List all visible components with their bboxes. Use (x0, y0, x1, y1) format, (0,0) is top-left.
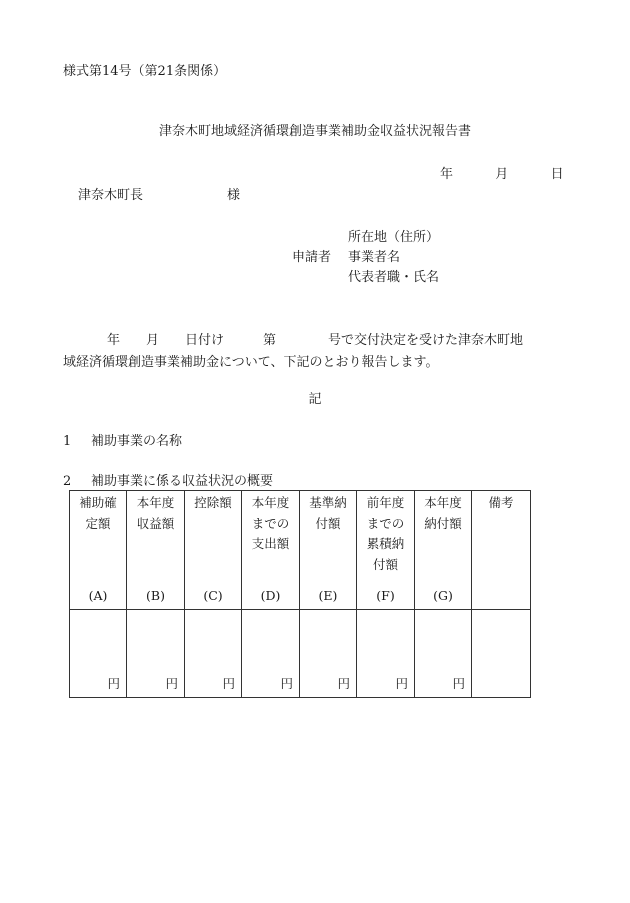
table-value-cell[interactable] (127, 610, 185, 698)
body-line-2: 域経済循環創造事業補助金について、下記のとおり報告します。 (63, 355, 439, 370)
form-number: 様式第14号（第21条関係） (63, 64, 227, 79)
column-header-line: 付額 (315, 515, 341, 531)
column-letter: (F) (376, 587, 395, 603)
unit-yen-label: 円 (452, 675, 465, 691)
table-value-cell[interactable] (415, 610, 472, 698)
table-value-cell[interactable] (357, 610, 415, 698)
unit-yen-label: 円 (395, 675, 408, 691)
column-header-line: 前年度 (366, 495, 405, 510)
unit-yen-label: 円 (222, 675, 235, 691)
table-header-cell (70, 491, 127, 610)
table-header-cell (415, 491, 472, 610)
column-header-line: 累積納 (366, 536, 405, 551)
column-header-line: 控除額 (194, 495, 232, 510)
date-year: 年 (440, 167, 454, 182)
section-1 (63, 434, 182, 450)
date-month: 月 (495, 167, 509, 182)
column-header-line: 付額 (372, 556, 398, 572)
applicant-business-name: 事業者名 (348, 250, 401, 265)
column-header-line: 基準納 (309, 495, 347, 510)
table-header-cell (242, 491, 300, 610)
recipient-honorific: 様 (227, 188, 241, 203)
ki-heading: 記 (308, 392, 322, 407)
date-line (440, 167, 564, 183)
column-header-line: 本年度 (424, 495, 462, 510)
column-letter: (E) (318, 587, 338, 603)
column-header-line: 本年度 (251, 495, 290, 510)
column-header-line: までの (366, 515, 405, 531)
column-header-line: 支出額 (251, 536, 290, 551)
column-header-label (185, 491, 241, 514)
column-letter: (B) (146, 587, 165, 603)
unit-yen-label: 円 (165, 675, 178, 691)
column-header-line: 収益額 (136, 515, 175, 531)
column-header-label (472, 491, 530, 514)
applicant-representative: 代表者職・氏名 (348, 270, 440, 285)
recipient-name: 津奈木町長 (78, 188, 144, 203)
section-2-number: 2 (63, 474, 72, 489)
column-header-label (70, 491, 126, 534)
applicant-address: 所在地（住所） (348, 230, 440, 245)
table-value-cell[interactable] (185, 610, 242, 698)
date-day: 日 (550, 167, 564, 182)
table-header-cell (300, 491, 357, 610)
table-header-cell (185, 491, 242, 610)
column-header-line: 本年度 (136, 495, 175, 510)
column-header-label (300, 491, 356, 534)
table-value-cell[interactable] (300, 610, 357, 698)
column-header-label (127, 491, 184, 534)
table-value-cell[interactable] (242, 610, 300, 698)
section-2 (63, 474, 273, 490)
column-header-line: 補助確 (79, 495, 117, 510)
unit-yen-label: 円 (107, 675, 120, 691)
applicant-label: 申請者 (292, 250, 332, 265)
table-value-row (70, 610, 531, 698)
section-1-text: 補助事業の名称 (91, 434, 183, 449)
column-header-label (357, 491, 414, 575)
unit-yen-label: 円 (280, 675, 293, 691)
column-letter: (G) (433, 587, 453, 603)
table-value-cell[interactable] (70, 610, 127, 698)
body-paragraph (63, 330, 573, 374)
table-header-row (70, 491, 531, 610)
column-header-label (415, 491, 471, 534)
table-header-cell (357, 491, 415, 610)
revenue-status-table (69, 490, 531, 698)
column-letter: (C) (203, 587, 223, 603)
column-header-line: 納付額 (424, 515, 462, 531)
column-header-line: までの (251, 515, 290, 531)
column-letter: (D) (260, 587, 281, 603)
unit-yen-label: 円 (337, 675, 350, 691)
table-value-cell[interactable] (472, 610, 531, 698)
recipient (78, 188, 240, 204)
body-line-1: 年 月 日付け 第 号で交付決定を受けた津奈木町地 (107, 333, 524, 348)
section-2-text: 補助事業に係る収益状況の概要 (91, 474, 274, 489)
table-header-cell (472, 491, 531, 610)
table-header-cell (127, 491, 185, 610)
column-header-line: 備考 (488, 495, 514, 510)
section-1-number: 1 (63, 434, 72, 449)
column-letter: (A) (88, 587, 108, 603)
document-title: 津奈木町地域経済循環創造事業補助金収益状況報告書 (158, 124, 471, 139)
column-header-line: 定額 (85, 515, 111, 531)
column-header-label (242, 491, 299, 555)
